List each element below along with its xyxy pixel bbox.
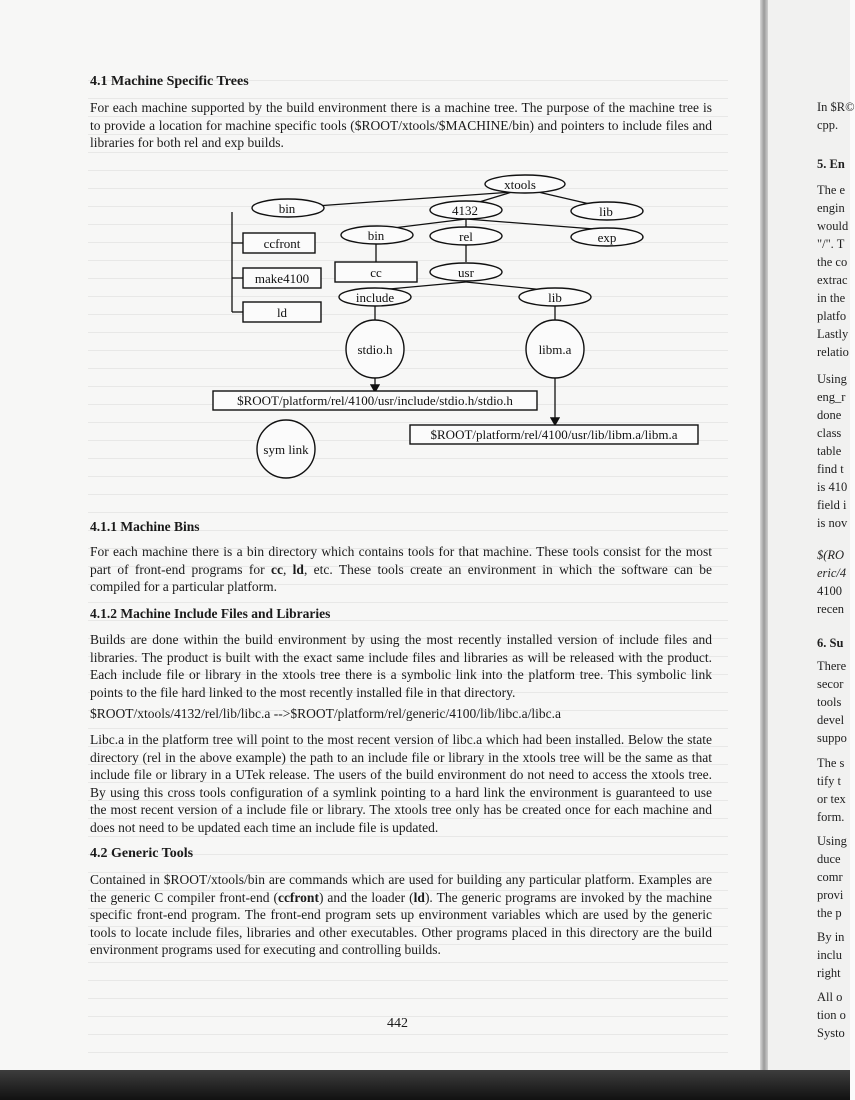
label-xtools: xtools xyxy=(504,177,536,192)
right-page-line: table xyxy=(817,444,842,458)
label-stdio-path: $ROOT/platform/rel/4100/usr/include/stdio.h/stdio.h xyxy=(237,393,513,408)
right-page-line: extrac xyxy=(817,273,848,287)
right-page-line: recen xyxy=(817,602,845,616)
right-page-line: the co xyxy=(817,255,848,269)
label-exp: exp xyxy=(597,230,617,245)
section-4-1-2-heading: 4.1.2 Machine Include Files and Libraries xyxy=(90,606,331,621)
right-page-line: in the xyxy=(817,291,846,305)
right-page-line: In $R© xyxy=(817,100,855,114)
right-page-line: right xyxy=(817,966,841,980)
label-libm-a: libm.a xyxy=(538,342,572,357)
text-run: , etc. These tools create an environment in which the software can be compiled for a particular platform. xyxy=(90,561,713,594)
code-ld: ld xyxy=(292,561,304,577)
right-page-line: The s xyxy=(817,756,845,770)
right-page-line: cpp. xyxy=(817,118,839,132)
right-page-line: 6. Su xyxy=(817,636,844,650)
label-bin-mid: bin xyxy=(367,228,385,243)
right-page-line: 5. En xyxy=(817,157,845,171)
section-4-1-1-heading: 4.1.1 Machine Bins xyxy=(90,519,200,534)
label-libm-path: $ROOT/platform/rel/4100/usr/lib/libm.a/libm.a xyxy=(430,427,678,442)
section-4-1-2-para-1: Builds are done within the build environment by using the most recently installed version of include files and libraries. The product is built with the exact same include files and libraries as will be released with the product. Each include file or library in the xtools tree there is a symbolic link into the platform tree. This symbolic link points to the file hard linked to the most recently installed file in that directory. xyxy=(90,632,712,700)
right-page-line: The e xyxy=(817,183,846,197)
label-lib-usr: lib xyxy=(548,290,562,305)
section-4-2-heading: 4.2 Generic Tools xyxy=(90,846,194,861)
right-page-line: All o xyxy=(817,990,843,1004)
right-page-line: relatio xyxy=(817,345,849,359)
section-4-1-2-para-2: Libc.a in the platform tree will point to the most recent version of libc.a which had been installed. Below the state directory (rel in the above example) the path to an include file or library in the xtools tree will be the same as that include file or library in a UTek release. The users of the build environment do not need to access the xtools tree. By using this cross tools configuration of a symlink pointing to a hard link the environment is guaranteed to use the most recent version of a include file or library. The xtools tree only has be created once for each machine and does not need to be updated each time an include file is updated. xyxy=(90,732,712,835)
right-page-line: eric/4 xyxy=(817,566,847,580)
right-page-line: find t xyxy=(817,462,844,476)
label-ccfront: ccfront xyxy=(263,236,301,251)
label-usr: usr xyxy=(458,265,474,280)
code-ccfront: ccfront xyxy=(277,889,319,905)
right-page-line: class xyxy=(817,426,842,440)
right-page-line: form. xyxy=(817,810,845,824)
right-page-line: provi xyxy=(817,888,844,902)
right-page-line: duce xyxy=(817,852,841,866)
right-page-line: Systo xyxy=(817,1026,845,1040)
text-run: ). The generic programs are invoked by the machine specific front-end program. The front-end program sets up environment variables which are used by the generic tools to locate include files, libraries and other executables. Other programs placed in this directory are the build environment programs used for executing and controlling builds. xyxy=(90,889,712,957)
right-page-line: eng_r xyxy=(817,390,846,404)
text-run: , xyxy=(282,561,293,577)
label-rel: rel xyxy=(459,229,473,244)
right-page-line: secor xyxy=(817,677,844,691)
right-page-line: comr xyxy=(817,870,843,884)
right-page-line: or tex xyxy=(817,792,846,806)
right-page-line: tify t xyxy=(817,774,841,788)
right-page-line: devel xyxy=(817,713,845,727)
label-bin-left: bin xyxy=(278,201,296,216)
label-4132: 4132 xyxy=(452,203,478,218)
right-page-line: is 410 xyxy=(817,480,848,494)
label-sym-link: sym link xyxy=(263,442,309,457)
symlink-example: $ROOT/xtools/4132/rel/lib/libc.a -->$ROOT/platform/rel/generic/4100/lib/libc.a/libc.a xyxy=(90,706,562,721)
code-ld: ld xyxy=(413,889,425,905)
label-cc: cc xyxy=(370,265,382,280)
right-page-line: field i xyxy=(817,498,847,512)
right-page-line: Lastly xyxy=(817,327,849,341)
right-page-line: tion o xyxy=(817,1008,846,1022)
text-run: For each machine there is a bin directory which contains tools for that machine. These tools consist for the most part of front-end programs for xyxy=(90,544,712,577)
right-page-line: engin xyxy=(817,201,845,215)
label-include: include xyxy=(355,290,395,305)
section-4-1-heading: 4.1 Machine Specific Trees xyxy=(90,74,249,89)
right-page-line: Using xyxy=(817,834,847,848)
para-line: For each machine supported by the build environment there is a machine tree. The purpose of the machine xyxy=(90,100,675,115)
right-page-line: inclu xyxy=(817,948,842,962)
label-lib-right: lib xyxy=(599,204,613,219)
code-cc: cc xyxy=(270,561,283,577)
para-line: include files and libraries for both rel and exp builds. xyxy=(90,117,712,150)
text-run: ) and the loader ( xyxy=(318,889,414,905)
right-page-line: 4100 xyxy=(817,584,842,598)
text-run: Contained in $ROOT/xtools/bin are commands which are used for building any particular platform. Examples are the generic C compiler front-end ( xyxy=(90,872,712,905)
para-line: tree is to provide a location for machine specific tools ($ROOT/xtools/$MACHINE/bin) and pointers to xyxy=(90,100,713,133)
label-ld: ld xyxy=(276,305,288,320)
section-4-2-para xyxy=(90,871,712,959)
section-4-1-1-para xyxy=(90,543,712,596)
label-make4100: make4100 xyxy=(254,271,310,286)
page-number: 442 xyxy=(387,1016,408,1031)
right-page-line: suppo xyxy=(817,731,847,745)
right-page-line: $(RO xyxy=(817,548,845,562)
right-page-line: done xyxy=(817,408,842,422)
right-page-line: There xyxy=(817,659,847,673)
right-page-line: By in xyxy=(817,930,845,944)
right-page-line: tools xyxy=(817,695,842,709)
label-stdio-h: stdio.h xyxy=(357,342,393,357)
right-page-line: the p xyxy=(817,906,842,920)
right-page-line: Using xyxy=(817,372,847,386)
right-page-line: platfo xyxy=(817,309,847,323)
right-page-line: would xyxy=(817,219,849,233)
right-page-line: "/". T xyxy=(817,237,845,251)
right-page-line: is nov xyxy=(817,516,848,530)
